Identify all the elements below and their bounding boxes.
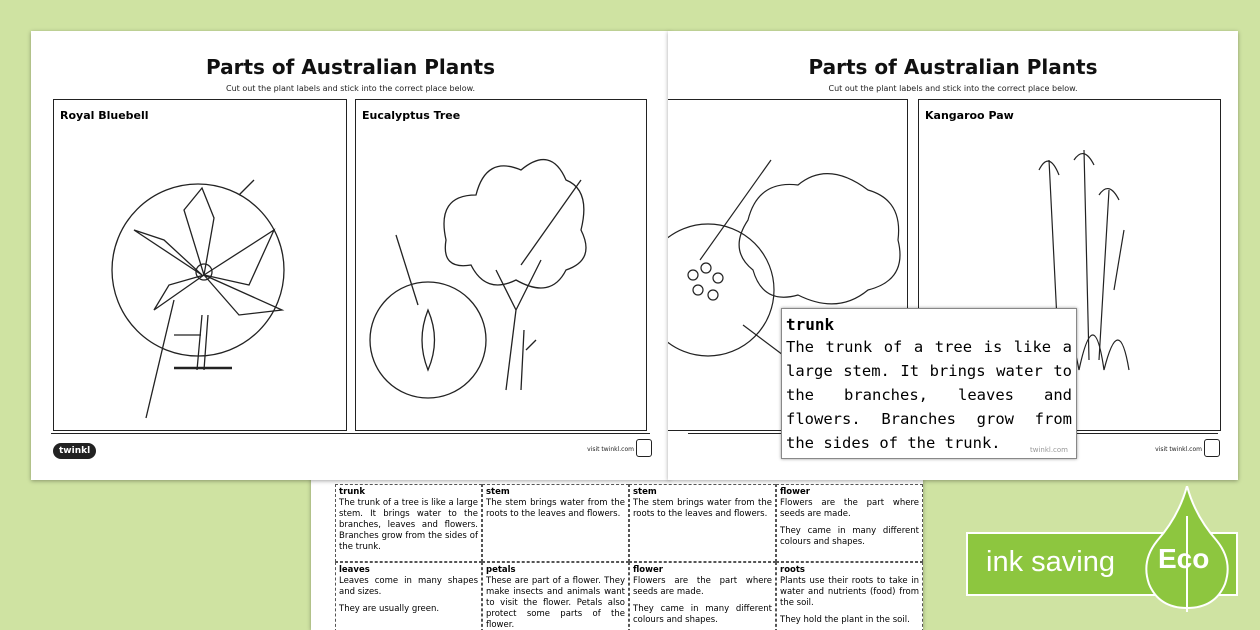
label-card-text: They came in many different colours and shapes.: [780, 526, 919, 547]
label-cards-grid: [335, 484, 923, 630]
panel-eucalyptus-tree: [355, 99, 647, 431]
card-heading: trunk: [786, 315, 835, 334]
label-cards-sheet: [311, 478, 923, 630]
label-card-trunk: [335, 484, 482, 562]
twinkl-logo: twinkl: [53, 443, 96, 459]
visit-link: visit twinkl.com: [587, 446, 634, 453]
label-card-text: The trunk of a tree is like a large stem. It brings water to the branches, leaves and flowers. Branches grow from the sides of the trunk.: [339, 498, 478, 552]
label-card-stem: [629, 484, 776, 562]
label-card-text: The stem brings water from the roots to the leaves and flowers.: [633, 498, 772, 519]
label-card-text: They are usually green.: [339, 604, 440, 614]
label-card-heading: stem: [486, 487, 510, 497]
label-card-text: Plants use their roots to take in water and nutrients (food) from the soil.: [780, 576, 919, 608]
panel-label: Eucalyptus Tree: [362, 109, 461, 122]
panel-label: Royal Bluebell: [60, 109, 149, 122]
label-card-heading: stem: [633, 487, 657, 497]
label-card-leaves: [335, 562, 482, 630]
quality-badge-icon: [1204, 439, 1220, 457]
label-card-heading: leaves: [339, 565, 370, 575]
label-card-stem: [482, 484, 629, 562]
label-card-flower: [776, 484, 923, 562]
worksheet-title: Parts of Australian Plants: [206, 55, 495, 79]
worksheet-left: [31, 31, 670, 480]
worksheet-subtitle: Cut out the plant labels and stick into the correct place below.: [828, 84, 1078, 93]
worksheet-subtitle: Cut out the plant labels and stick into the correct place below.: [226, 84, 475, 93]
label-card-roots: [776, 562, 923, 630]
card-footer: twinkl.com: [1029, 446, 1068, 454]
visit-link: visit twinkl.com: [1155, 446, 1202, 453]
bluebell-drawing: [54, 100, 348, 432]
label-card-text: Flowers are the part where seeds are made.: [633, 576, 772, 597]
label-card-text: These are part of a flower. They make insects and animals want to visit the flower. Petals also protect some parts of the flower.: [486, 576, 625, 630]
label-card-heading: trunk: [339, 487, 366, 497]
label-card-text: Flowers are the part where seeds are made.: [780, 498, 919, 519]
ink-saving-text: ink saving: [986, 546, 1115, 578]
quality-badge-icon: [636, 439, 652, 457]
panel-label: Kangaroo Paw: [925, 109, 1014, 122]
label-card-heading: flower: [780, 487, 810, 497]
eucalyptus-drawing: [356, 100, 648, 432]
worksheet-title: Parts of Australian Plants: [808, 55, 1098, 79]
card-text: The trunk of a tree is like a large stem. It brings water to the branches, leaves and flowers. Branches grow from the sides of the trunk.: [786, 338, 1072, 452]
label-card-text: The stem brings water from the roots to the leaves and flowers.: [486, 498, 625, 519]
label-card-text: Leaves come in many shapes and sizes.: [339, 576, 478, 597]
label-card-flower: [629, 562, 776, 630]
label-card-heading: roots: [780, 565, 805, 575]
label-card-heading: petals: [486, 565, 516, 575]
zoomed-trunk-card: [781, 308, 1077, 459]
footer-rule: [51, 433, 650, 434]
label-card-petals: [482, 562, 629, 630]
eco-badge-text: Eco: [1158, 543, 1210, 574]
label-card-text: They hold the plant in the soil.: [780, 615, 910, 625]
label-card-heading: flower: [633, 565, 663, 575]
label-card-text: They came in many different colours and shapes.: [633, 604, 772, 625]
panel-royal-bluebell: [53, 99, 347, 431]
